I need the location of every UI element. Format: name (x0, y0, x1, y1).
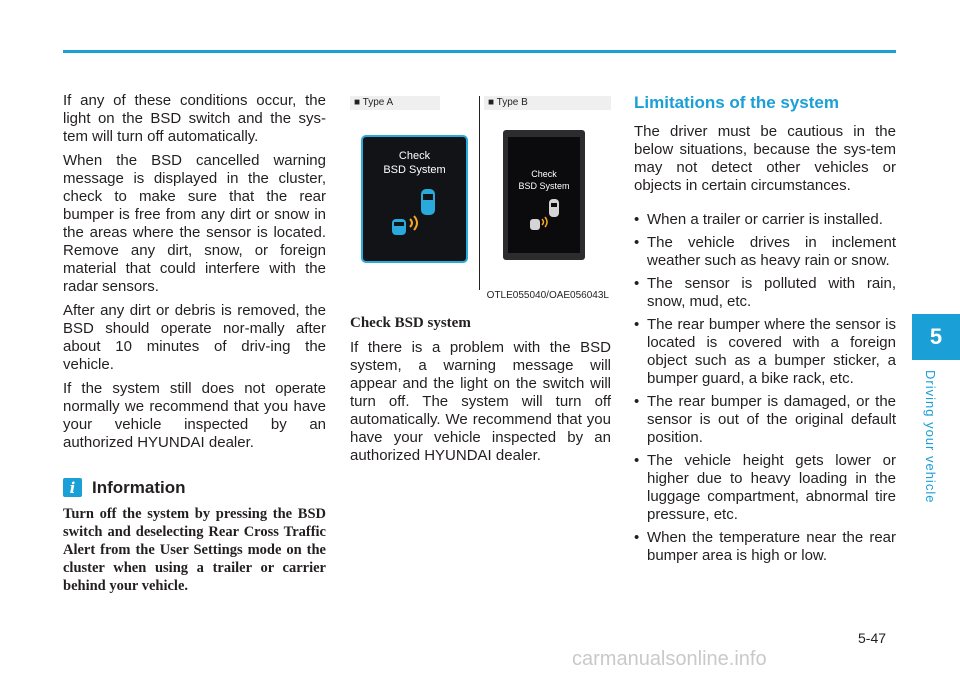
left-column (63, 92, 326, 595)
cluster-figure (350, 92, 611, 302)
list-item: • The rear bumper where the sensor is located is covered with a foreign object such as a bumper sticker, a bumper guard, a bike rack, etc. (634, 316, 896, 388)
screen-a-line1: Check (398, 150, 431, 162)
right-column (634, 92, 896, 570)
chapter-title (922, 370, 942, 510)
paragraph: The driver must be cautious in the below situations, because the sys-tem may not detect other vehicles or objects in certain circumstances. (634, 123, 896, 194)
limitations-list (634, 211, 896, 565)
header-rule (63, 50, 896, 53)
paragraph: After any dirt or debris is removed, the BSD should operate nor-mally after about 10 minutes of driv-ing the vehicle. (63, 302, 326, 373)
figure-code: OTLE055040/OAE056043L (486, 290, 609, 301)
information-header (63, 478, 326, 497)
bsd-car-icon (508, 195, 580, 245)
list-item: • The sensor is polluted with rain, snow, mud, etc. (634, 275, 896, 311)
type-b-label: ■ Type B (484, 96, 611, 110)
info-icon: i (63, 478, 82, 497)
screen-b-line1: Check (531, 169, 557, 179)
list-item: • When the temperature near the rear bumper area is high or low. (634, 529, 896, 565)
list-item: • When a trailer or carrier is installed. (634, 211, 896, 229)
information-title: Information (92, 477, 186, 497)
paragraph: If the system still does not operate normally we recommend that you have your vehicle inspected by an authorized HYUNDAI dealer. (63, 380, 326, 451)
paragraph: If any of these conditions occur, the light on the BSD switch and the sys-tem will turn off automatically. (63, 92, 326, 145)
list-item: • The rear bumper is damaged, or the sensor is out of the original default position. (634, 393, 896, 447)
watermark: carmanualsonline.info (572, 648, 767, 670)
screen-b-line2: BSD System (518, 181, 570, 191)
figure-divider (479, 96, 480, 290)
paragraph: When the BSD cancelled warning message is displayed in the cluster, check to make sure that the rear bumper is free from any dirt or snow in the areas where the sensor is located. Remove any dirt, snow, or foreign material that could interfere with the radar sensors. (63, 152, 326, 295)
chapter-title-text: Driving your vehicle (923, 370, 938, 504)
type-a-label: ■ Type A (350, 96, 440, 110)
screen-b-display (508, 137, 580, 253)
list-item: • The vehicle drives in inclement weather such as heavy rain or snow. (634, 234, 896, 270)
section-heading: Limitations of the system (634, 93, 839, 112)
cluster-screen-type-a (361, 135, 468, 263)
cluster-screen-type-b (503, 130, 585, 260)
bsd-car-icon (363, 179, 466, 259)
section-caption: Check BSD system (350, 315, 471, 331)
chapter-number-tab: 5 (912, 314, 960, 360)
paragraph: If there is a problem with the BSD system, a warning message will appear and the light on the switch will turn off. The system will turn off automatically. We recommend that you have your vehicle inspected by an authorized HYUNDAI dealer. (350, 339, 611, 464)
screen-a-line2: BSD System (383, 164, 446, 176)
page-number: 5-47 (858, 630, 887, 646)
list-item: • The vehicle height gets lower or higher due to heavy loading in the luggage compartment, abnormal tire pressure, etc. (634, 452, 896, 524)
information-body: Turn off the system by pressing the BSD switch and deselecting Rear Cross Traffic Alert from the User Settings mode on the cluster when using a trailer or carrier behind your vehicle. (63, 506, 326, 594)
middle-column (350, 92, 611, 471)
